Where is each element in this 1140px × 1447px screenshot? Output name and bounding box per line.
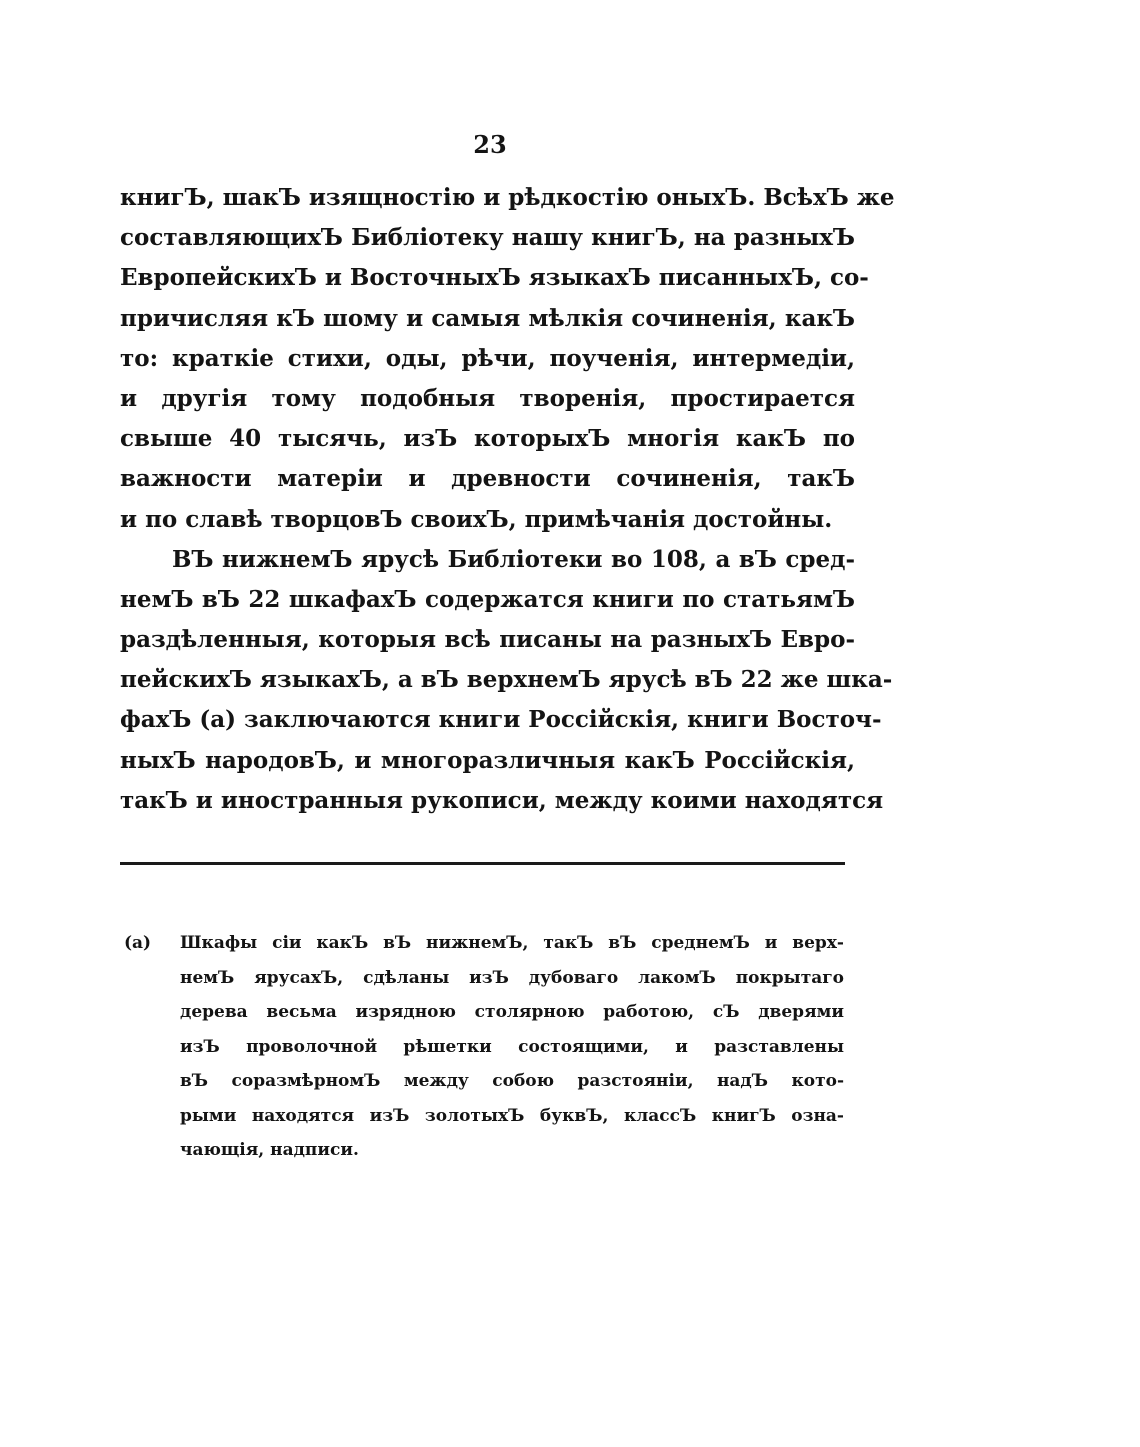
text-line: составляющихЪ Библіотеку нашу книгЪ, на разныхЪ [120,224,855,252]
text-line: и по славѣ творцовЪ своихЪ, примѣчанія достойны. [120,505,833,533]
text-line: ВЪ нижнемЪ ярусѣ Библіотеки во 108, а вЪ сред- [172,545,855,573]
text-line: раздѣленныя, которыя всѣ писаны на разныхЪ Евро- [120,626,855,654]
footnote-line [124,926,844,961]
footnote-line: дерева весьма изрядною столярною работою, сЪ дверями [180,1002,844,1022]
text-line: немЪ вЪ 22 шкафахЪ содержатся книги по статьямЪ [120,585,855,613]
main-text [120,178,895,821]
text-line: и другія тому подобныя творенія, простирается [120,384,855,412]
footnote [124,926,844,1168]
footnote-line: немЪ ярусахЪ, сдѣланы изЪ дубоваго лакомЪ покрытаго [180,967,844,988]
text-line: ЕвропейскихЪ и ВосточныхЪ языкахЪ писанныхЪ, со- [120,264,869,292]
text-line: такЪ и иностранныя рукописи, между коими находятся [120,786,884,814]
footnote-line: чающія, надписи. [180,1140,359,1160]
text-line: важности матеріи и древности сочиненія, такЪ [120,465,855,493]
text-line: фахЪ (а) заключаются книги Россійскія, книги Восточ- [120,706,882,734]
text-line: то: краткіе стихи, оды, рѣчи, поученія, интермедіи, [120,344,855,372]
text-line: ныхЪ народовЪ, и многоразличныя какЪ Россійскія, [120,746,855,774]
footnote-line: рыми находятся изЪ золотыхЪ буквЪ, классЪ книгЪ озна- [180,1105,844,1126]
text-line: свыше 40 тысячь, изЪ которыхЪ многія какЪ по [120,425,855,453]
text-line: книгЪ, шакЪ изящностію и рѣдкостію оныхЪ. ВсѣхЪ же [120,184,895,211]
footnote-line: изЪ проволочной рѣшетки состоящими, и разставлены [180,1036,844,1057]
text-line: причисляя кЪ шому и самыя мѣлкія сочиненія, какЪ [120,304,855,332]
text-line: пейскихЪ языкахЪ, а вЪ верхнемЪ ярусѣ вЪ 22 же шка- [120,666,893,694]
footnote-separator-rule [120,862,845,865]
footnote-text: Шкафы сіи какЪ вЪ нижнемЪ, такЪ вЪ среднемЪ и верх- [180,933,844,953]
footnote-marker: (а) [124,933,152,953]
footnote-line: вЪ соразмѣрномЪ между собою разстояніи, надЪ кото- [180,1071,844,1091]
page-number: 23 [473,130,507,159]
